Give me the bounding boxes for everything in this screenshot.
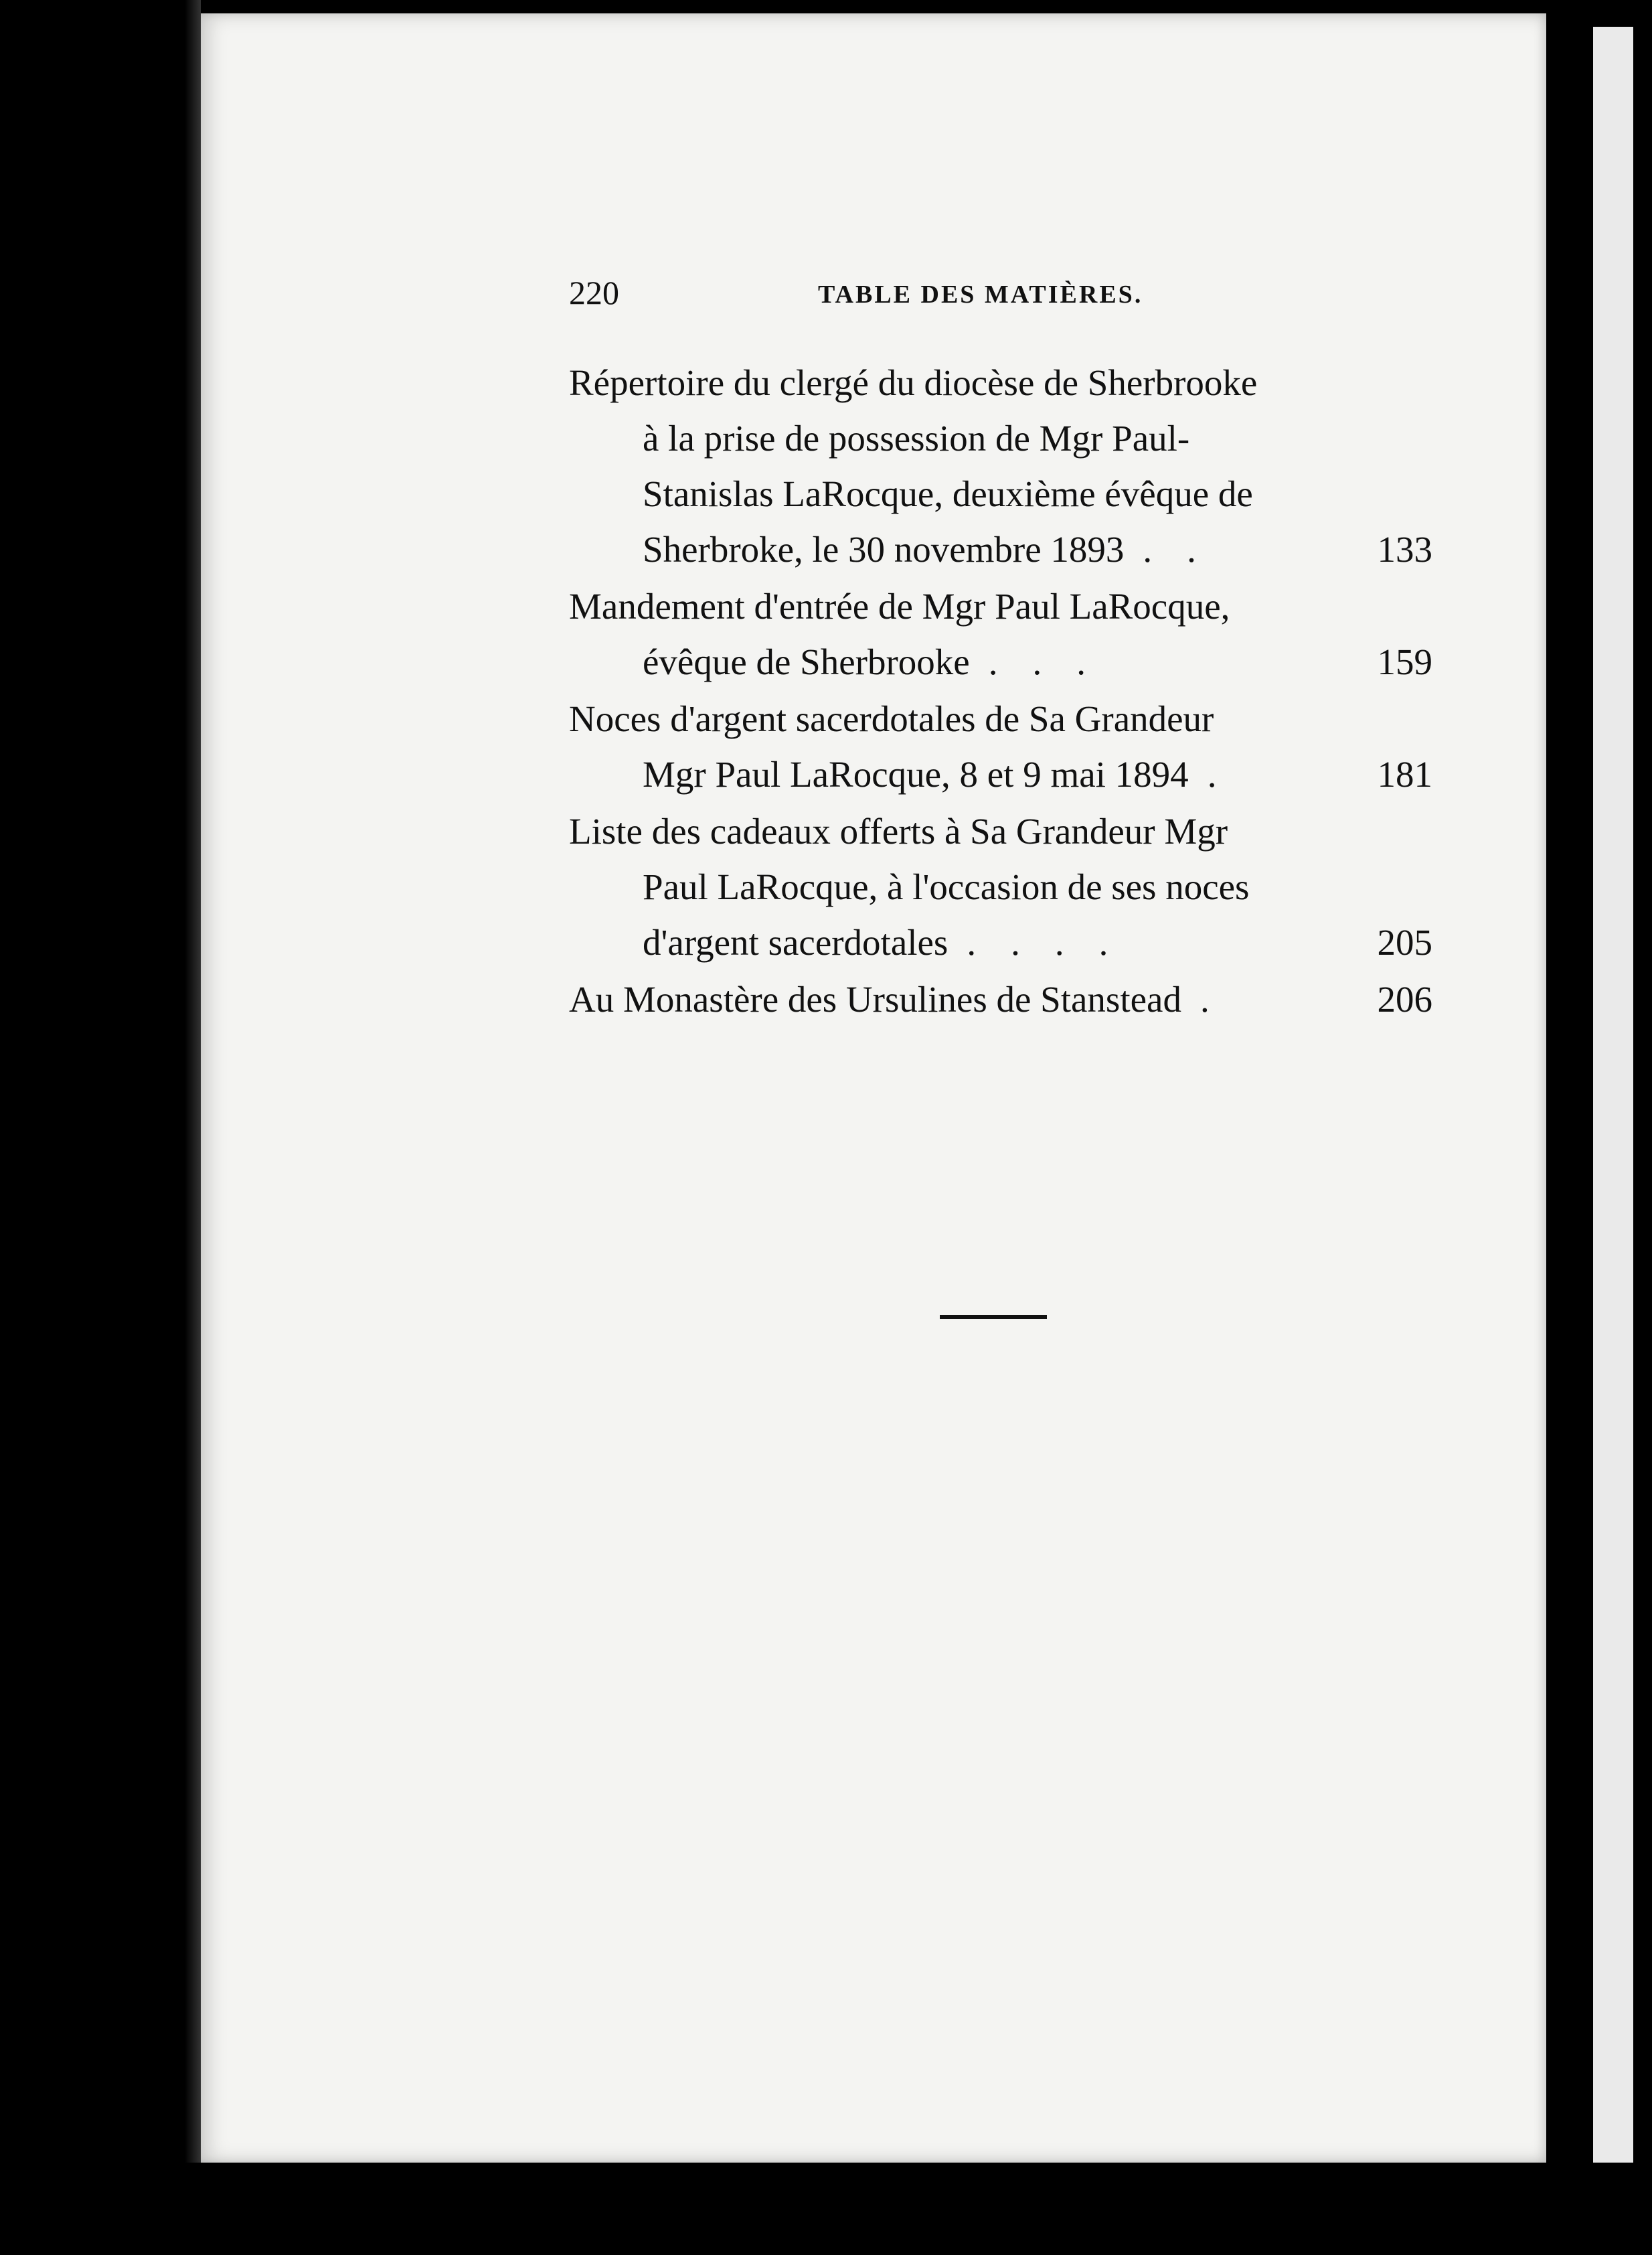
page-reference: 205	[1377, 922, 1432, 963]
toc-entry-line	[569, 971, 1432, 1027]
toc-entry-text: Mandement d'entrée de Mgr Paul LaRocque,	[569, 586, 1230, 627]
toc-entry	[569, 971, 1432, 1027]
dot-leader: .	[1200, 979, 1244, 1020]
toc-entry-line	[569, 410, 1432, 466]
toc-entry-text: Noces d'argent sacerdotales de Sa Grandeur	[569, 698, 1214, 739]
toc-entry-text: d'argent sacerdotales	[643, 922, 948, 963]
dot-leader: ...	[988, 641, 1121, 682]
toc-entry-text: à la prise de possession de Mgr Paul-	[643, 418, 1190, 459]
page-number: 220	[569, 274, 619, 311]
toc-entry-text: Mgr Paul LaRocque, 8 et 9 mai 1894	[643, 754, 1189, 795]
toc-entry	[569, 803, 1432, 970]
page-reference: 159	[1377, 641, 1432, 682]
toc-entry-line	[569, 578, 1432, 634]
toc-entry	[569, 578, 1432, 690]
toc-entry-text: Paul LaRocque, à l'occasion de ses noces	[643, 866, 1250, 907]
toc-entry-text: Stanislas LaRocque, deuxième évêque de	[643, 473, 1253, 514]
page-header	[569, 273, 1205, 320]
toc-entry-line	[569, 859, 1432, 915]
toc-entry-text: Liste des cadeaux offerts à Sa Grandeur Mgr	[569, 811, 1228, 852]
page-reference: 133	[1377, 529, 1432, 570]
dot-leader: ....	[967, 922, 1143, 963]
table-of-contents	[569, 355, 1432, 1028]
toc-entry-text: évêque de Sherbrooke	[643, 641, 970, 682]
toc-entry-text: Au Monastère des Ursulines de Stanstead	[569, 979, 1181, 1020]
running-title: TABLE DES MATIÈRES.	[818, 281, 1143, 309]
toc-entry	[569, 355, 1432, 577]
toc-entry-line	[569, 691, 1432, 747]
facing-page-edge	[1593, 27, 1633, 2189]
page-reference: 181	[1377, 754, 1432, 795]
toc-entry-line	[569, 522, 1432, 577]
toc-entry-line	[569, 747, 1432, 802]
scan-bottom-border	[0, 2163, 1652, 2255]
dot-leader: .	[1207, 754, 1252, 795]
toc-entry-text: Répertoire du clergé du diocèse de Sherbrooke	[569, 362, 1258, 403]
page-reference: 206	[1377, 979, 1432, 1020]
toc-entry-line	[569, 466, 1432, 522]
toc-entry-line	[569, 803, 1432, 859]
toc-entry-line	[569, 634, 1432, 690]
toc-entry-line	[569, 355, 1432, 410]
toc-entry	[569, 691, 1432, 802]
toc-entry-line	[569, 915, 1432, 970]
end-rule-divider	[940, 1315, 1047, 1319]
scan-left-border	[0, 0, 201, 2255]
book-page	[201, 13, 1546, 2163]
dot-leader: ..	[1143, 529, 1231, 570]
toc-entry-text: Sherbroke, le 30 novembre 1893	[643, 529, 1125, 570]
